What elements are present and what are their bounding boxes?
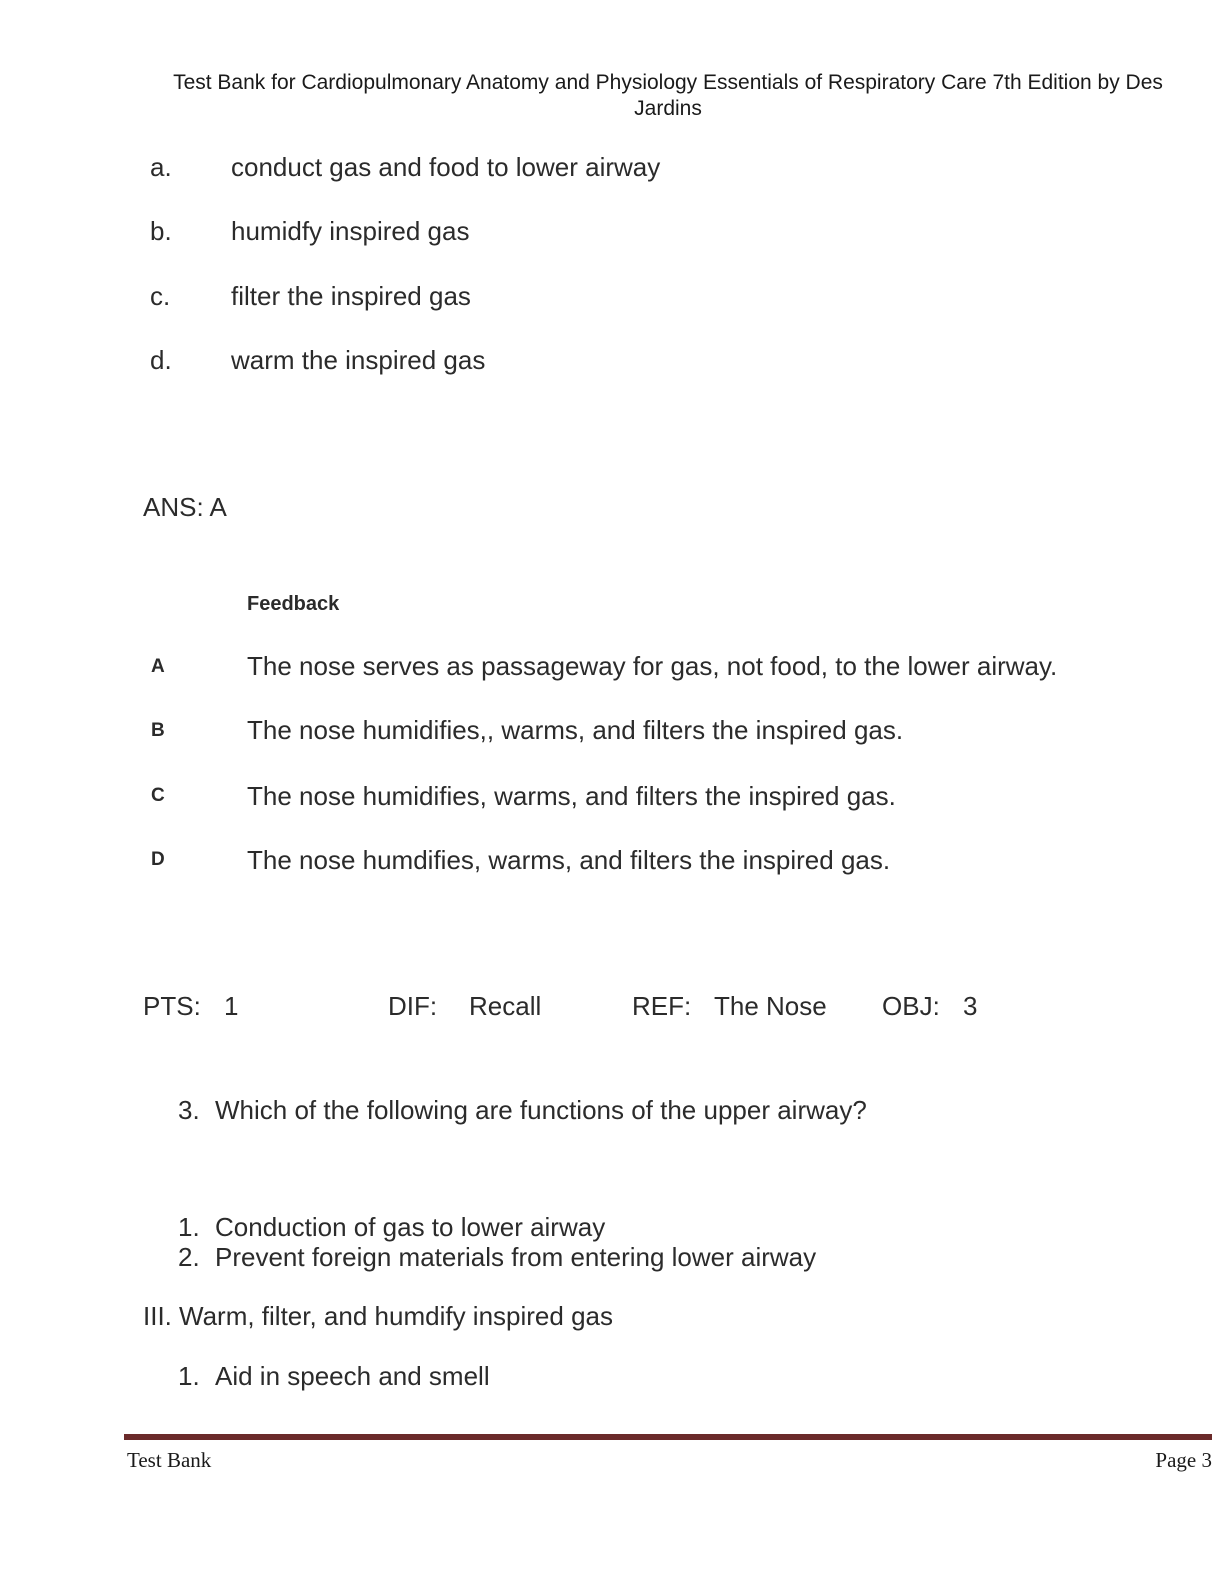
- feedback-text: The nose serves as passageway for gas, not food, to the lower airway.: [247, 651, 1058, 681]
- ref-label: REF:: [632, 991, 692, 1021]
- feedback-letter: B: [151, 720, 165, 741]
- question-item-number: III.: [143, 1301, 172, 1331]
- feedback-letter: D: [151, 849, 165, 870]
- page-header: [124, 70, 1212, 122]
- pts-value: 1: [224, 991, 239, 1021]
- option-letter: b.: [150, 216, 172, 246]
- dif-value: Recall: [469, 991, 542, 1021]
- feedback-text: The nose humidifies,, warms, and filters the inspired gas.: [247, 715, 904, 745]
- feedback-letter: A: [151, 656, 165, 677]
- option-text: conduct gas and food to lower airway: [231, 152, 661, 182]
- option-text: warm the inspired gas: [231, 345, 486, 375]
- feedback-letter: C: [151, 785, 165, 806]
- feedback-heading: Feedback: [247, 593, 340, 615]
- footer-rule: [124, 1434, 1212, 1440]
- question-item-number: 2.: [178, 1242, 200, 1272]
- question-number: 3.: [178, 1095, 200, 1125]
- feedback-text: The nose humidifies, warms, and filters the inspired gas.: [247, 781, 896, 811]
- question-item-text: Prevent foreign materials from entering lower airway: [215, 1242, 817, 1272]
- header-title-line2: Jardins: [634, 97, 702, 120]
- dif-label: DIF:: [388, 991, 438, 1021]
- option-text: humidfy inspired gas: [231, 216, 470, 246]
- question-item-number: 1.: [178, 1361, 200, 1391]
- option-letter: d.: [150, 345, 172, 375]
- question-item-text: Warm, filter, and humdify inspired gas: [179, 1301, 613, 1331]
- question-item-text: Conduction of gas to lower airway: [215, 1212, 606, 1242]
- obj-value: 3: [963, 991, 978, 1021]
- question-item-text: Aid in speech and smell: [215, 1361, 490, 1391]
- obj-label: OBJ:: [882, 991, 940, 1021]
- option-letter: a.: [150, 152, 172, 182]
- footer-left-text: Test Bank: [127, 1448, 212, 1472]
- answer-key: ANS: A: [143, 492, 227, 522]
- feedback-text: The nose humdifies, warms, and filters the inspired gas.: [247, 845, 891, 875]
- option-letter: c.: [150, 281, 171, 311]
- question-text: Which of the following are functions of the upper airway?: [215, 1095, 867, 1125]
- pts-label: PTS:: [143, 991, 201, 1021]
- question-item-number: 1.: [178, 1212, 200, 1242]
- page-number: Page 3: [1155, 1448, 1212, 1472]
- ref-value: The Nose: [714, 991, 827, 1021]
- option-text: filter the inspired gas: [231, 281, 471, 311]
- header-title-line1: Test Bank for Cardiopulmonary Anatomy and Physiology Essentials of Respiratory Care 7th Edition by Des: [173, 71, 1163, 94]
